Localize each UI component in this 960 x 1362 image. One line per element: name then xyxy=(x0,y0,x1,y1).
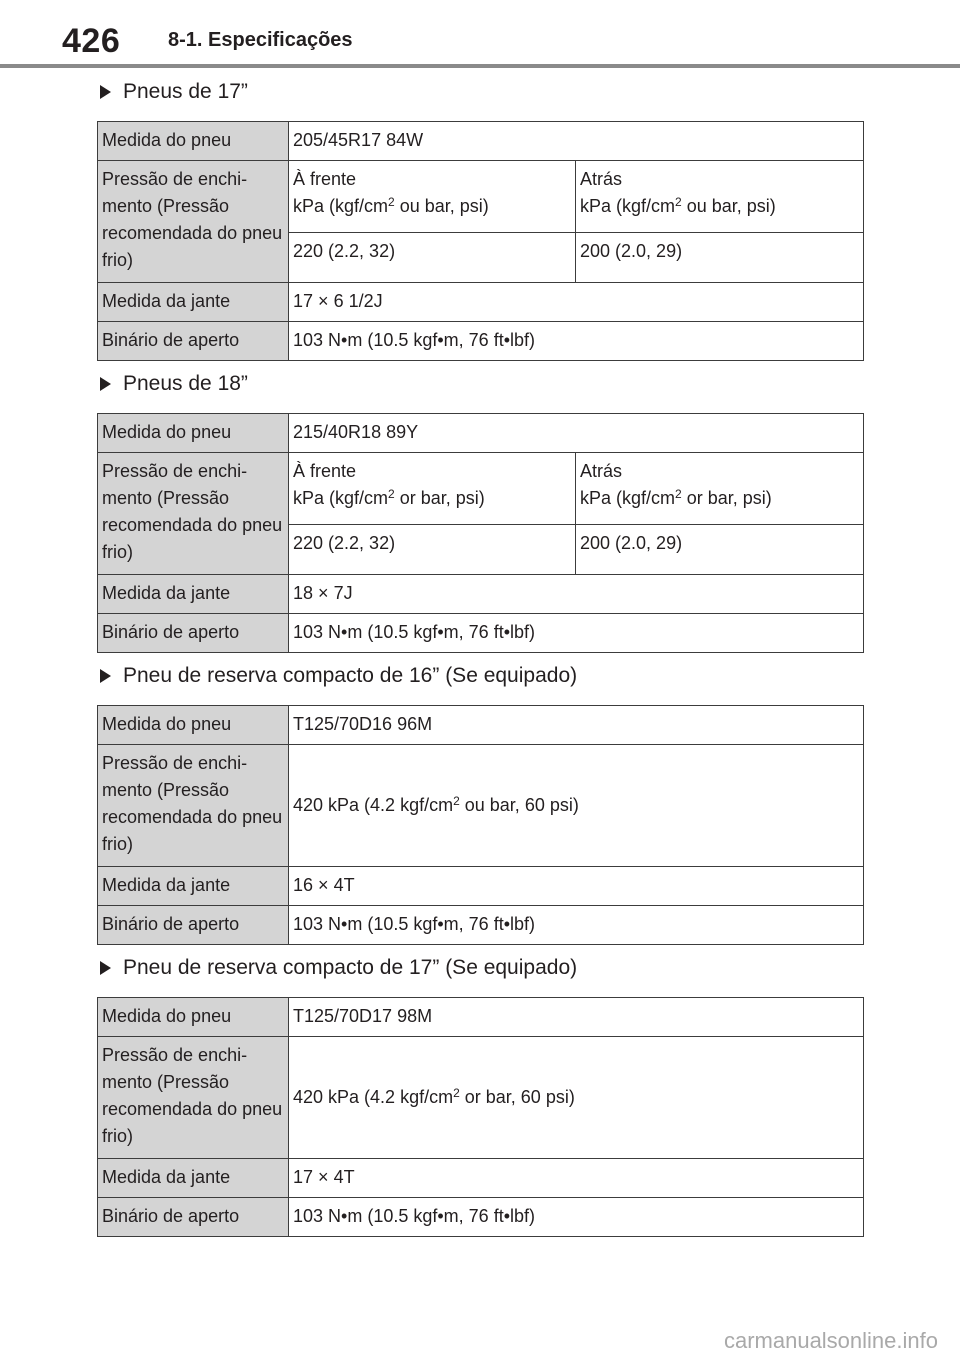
rim-size-label: Medida da jante xyxy=(98,283,289,322)
rear-header xyxy=(576,161,864,233)
front-pressure-value: 220 (2.2, 32) xyxy=(289,525,576,575)
table-row xyxy=(98,414,864,453)
superscript: 2 xyxy=(453,1086,460,1100)
unit-text: ou bar, psi) xyxy=(394,196,489,216)
rear-header xyxy=(576,453,864,525)
table-row xyxy=(98,161,864,233)
times-sign: × xyxy=(318,583,329,603)
section-title: 8-1. Especificações xyxy=(168,29,353,51)
torque-label: Binário de aperto xyxy=(98,906,289,945)
superscript: 2 xyxy=(453,794,460,808)
rim-size-value xyxy=(289,1159,864,1198)
watermark: carmanualsonline.info xyxy=(723,1328,938,1353)
table-row xyxy=(98,998,864,1037)
unit-text: or bar, psi) xyxy=(681,488,772,508)
rear-pressure-value: 200 (2.0, 29) xyxy=(576,525,864,575)
pressure-label: Pressão de enchi-mento (Pressão recomendada do pneu frio) xyxy=(98,453,289,575)
table-row xyxy=(98,1198,864,1237)
spec-table-18 xyxy=(97,413,864,653)
header-divider xyxy=(0,64,960,68)
triangle-bullet-icon xyxy=(100,669,111,683)
front-unit xyxy=(293,193,571,220)
section-heading-text: Pneu de reserva compacto de 17” (Se equipado) xyxy=(123,956,578,979)
superscript: 2 xyxy=(388,487,395,501)
page-header xyxy=(0,0,960,68)
page-number: 426 xyxy=(62,22,121,60)
unit-text: kPa (kgf/cm xyxy=(293,488,389,508)
times-sign: × xyxy=(318,291,329,311)
unit-text: kPa (kgf/cm xyxy=(580,488,676,508)
torque-value: 103 N•m (10.5 kgf•m, 76 ft•lbf) xyxy=(289,614,864,653)
front-unit xyxy=(293,485,571,512)
pressure-label: Pressão de enchi-mento (Pressão recomendada do pneu frio) xyxy=(98,161,289,283)
rim-width: 7J xyxy=(333,583,353,603)
rim-size-label: Medida da jante xyxy=(98,575,289,614)
torque-label: Binário de aperto xyxy=(98,322,289,361)
spec-table-spare-17 xyxy=(97,997,864,1237)
triangle-bullet-icon xyxy=(100,961,111,975)
rim-size-value xyxy=(289,283,864,322)
table-row xyxy=(98,706,864,745)
triangle-bullet-icon xyxy=(100,377,111,391)
front-label: À frente xyxy=(293,169,357,189)
section-heading-text: Pneus de 17” xyxy=(123,80,248,103)
table-row xyxy=(98,322,864,361)
front-header xyxy=(289,161,576,233)
unit-text: or bar, psi) xyxy=(394,488,485,508)
tire-size-value: 215/40R18 89Y xyxy=(289,414,864,453)
triangle-bullet-icon xyxy=(100,85,111,99)
section-heading-text: Pneus de 18” xyxy=(123,372,248,395)
spec-table-17 xyxy=(97,121,864,361)
tire-size-label: Medida do pneu xyxy=(98,706,289,745)
front-label: À frente xyxy=(293,461,357,481)
tire-size-label: Medida do pneu xyxy=(98,414,289,453)
rear-label: Atrás xyxy=(580,461,623,481)
section-heading-spare-17 xyxy=(100,956,577,980)
pressure-text: ou bar, 60 psi) xyxy=(459,795,579,815)
rear-unit xyxy=(580,193,859,220)
tire-size-value: T125/70D16 96M xyxy=(289,706,864,745)
torque-value: 103 N•m (10.5 kgf•m, 76 ft•lbf) xyxy=(289,322,864,361)
table-row xyxy=(98,745,864,867)
torque-value: 103 N•m (10.5 kgf•m, 76 ft•lbf) xyxy=(289,1198,864,1237)
rim-diameter: 18 xyxy=(293,583,314,603)
pressure-text: 420 kPa (4.2 kgf/cm xyxy=(293,1087,454,1107)
rear-unit xyxy=(580,485,859,512)
table-row xyxy=(98,1159,864,1198)
rim-diameter: 16 xyxy=(293,875,314,895)
tire-size-value: T125/70D17 98M xyxy=(289,998,864,1037)
times-sign: × xyxy=(318,875,329,895)
table-row xyxy=(98,122,864,161)
table-row xyxy=(98,283,864,322)
tire-size-label: Medida do pneu xyxy=(98,122,289,161)
tire-size-label: Medida do pneu xyxy=(98,998,289,1037)
rim-size-label: Medida da jante xyxy=(98,1159,289,1198)
table-row xyxy=(98,614,864,653)
section-heading-17 xyxy=(100,80,248,104)
pressure-label: Pressão de enchi-mento (Pressão recomendada do pneu frio) xyxy=(98,745,289,867)
times-sign: × xyxy=(318,1167,329,1187)
rim-width: 6 1/2J xyxy=(333,291,383,311)
rim-width: 4T xyxy=(333,875,355,895)
superscript: 2 xyxy=(675,487,682,501)
table-row xyxy=(98,575,864,614)
superscript: 2 xyxy=(675,195,682,209)
torque-label: Binário de aperto xyxy=(98,614,289,653)
rim-width: 4T xyxy=(333,1167,355,1187)
rim-size-label: Medida da jante xyxy=(98,867,289,906)
pressure-label: Pressão de enchi-mento (Pressão recomendada do pneu frio) xyxy=(98,1037,289,1159)
rim-size-value xyxy=(289,575,864,614)
pressure-value xyxy=(289,745,864,867)
table-row xyxy=(98,906,864,945)
section-heading-text: Pneu de reserva compacto de 16” (Se equipado) xyxy=(123,664,578,687)
front-header xyxy=(289,453,576,525)
pressure-text: 420 kPa (4.2 kgf/cm xyxy=(293,795,454,815)
unit-text: kPa (kgf/cm xyxy=(293,196,389,216)
front-pressure-value: 220 (2.2, 32) xyxy=(289,233,576,283)
torque-value: 103 N•m (10.5 kgf•m, 76 ft•lbf) xyxy=(289,906,864,945)
unit-text: ou bar, psi) xyxy=(681,196,776,216)
pressure-text: or bar, 60 psi) xyxy=(459,1087,575,1107)
rim-diameter: 17 xyxy=(293,1167,314,1187)
spec-table-spare-16 xyxy=(97,705,864,945)
section-heading-18 xyxy=(100,372,248,396)
table-row xyxy=(98,1037,864,1159)
superscript: 2 xyxy=(388,195,395,209)
pressure-value xyxy=(289,1037,864,1159)
table-row xyxy=(98,453,864,525)
torque-label: Binário de aperto xyxy=(98,1198,289,1237)
rear-label: Atrás xyxy=(580,169,623,189)
rim-size-value xyxy=(289,867,864,906)
unit-text: kPa (kgf/cm xyxy=(580,196,676,216)
section-heading-spare-16 xyxy=(100,664,577,688)
table-row xyxy=(98,867,864,906)
rear-pressure-value: 200 (2.0, 29) xyxy=(576,233,864,283)
rim-diameter: 17 xyxy=(293,291,314,311)
tire-size-value: 205/45R17 84W xyxy=(289,122,864,161)
